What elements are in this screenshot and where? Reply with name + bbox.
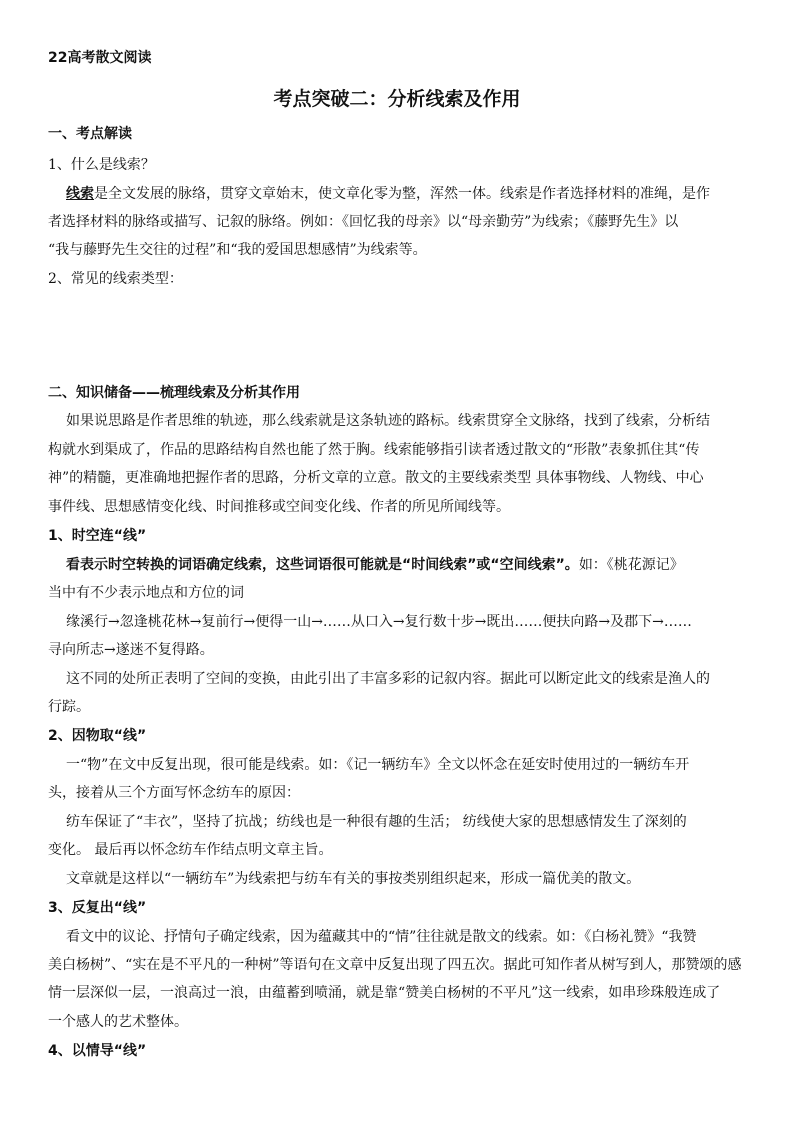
paragraph-line: 头，接着从三个方面写怀念纺车的原因： [48,785,300,801]
paragraph-line: 纺车保证了“丰衣”，坚持了抗战；纺线也是一种很有趣的生活； 纺线使大家的思想感情发生了深刻的 [66,814,687,830]
paragraph-line: 如果说思路是作者思维的轨迹，那么线索就是这条轨迹的路标。线索贯穿全文脉络，找到了线索，分析结 [66,413,710,429]
route-line: 缘溪行→忽逢桃花林→复前行→便得一山→……从口入→复行数十步→既出……便扶向路→及郡下→…… [66,614,692,630]
question-2: 2、常见的线索类型： [48,271,183,287]
sub-heading-1: 1、时空连“线” [48,528,147,544]
series-label: 22高考散文阅读 [48,50,152,66]
paragraph-line: 神”的精髓，更准确地把握作者的思路，分析文章的立意。散文的主要线索类型 具体事物线、人物线、中心 [48,470,704,486]
paragraph-line: 构就水到渠成了，作品的思路结构自然也能了然于胸。线索能够指引读者透过散文的“形散”表象抓住其“传 [48,442,700,458]
paragraph-text: 是全文发展的脉络，贯穿文章始末，使文章化零为整，浑然一体。线索是作者选择材料的准绳，是作 [94,186,710,202]
sub-heading-4: 4、以情导“线” [48,1043,147,1059]
paragraph-line: 当中有不少表示地点和方位的词 [48,585,244,601]
page-title: 考点突破二：分析线索及作用 [273,88,521,110]
paragraph-line: 这不同的处所正表明了空间的变换，由此引出了丰富多彩的记叙内容。据此可以断定此文的线索是渔人的 [66,671,710,687]
section-heading-1: 一、考点解读 [48,126,132,142]
paragraph-line: 美白杨树”、“实在是不平凡的一种树”等语句在文章中反复出现了四五次。据此可知作者从树写到人，那赞颂的感 [48,957,742,973]
sub-heading-2: 2、因物取“线” [48,728,147,744]
paragraph-line: 者选择材料的脉络或描写、记叙的脉络。例如：《回忆我的母亲》以“母亲勤劳”为线索；《藤野先生》以 [48,214,679,230]
paragraph-line: 看文中的议论、抒情句子确定线索，因为蕴藏其中的“情”往往就是散文的线索。如：《白杨礼赞》“我赞 [66,929,697,945]
paragraph-line: 事件线、思想感情变化线、时间推移或空间变化线、作者的所见所闻线等。 [48,499,510,515]
paragraph-line: 行踪。 [48,699,90,715]
paragraph-line: 变化。 最后再以怀念纺车作结点明文章主旨。 [48,842,333,858]
route-line: 寻向所志→遂迷不复得路。 [48,642,214,658]
term-clue: 线索 [66,186,94,202]
question-1: 1、什么是线索？ [48,157,155,173]
section-heading-2: 二、知识储备——梳理线索及分析其作用 [48,385,300,401]
paragraph-line: 一个感人的艺术整体。 [48,1014,188,1030]
paragraph-line: “我与藤野先生交往的过程”和“我的爱国思想感情”为线索等。 [48,242,427,258]
paragraph-line [66,184,746,204]
sub-heading-3: 3、反复出“线” [48,900,147,916]
paragraph-line: 情一层深似一层，一浪高过一浪，由蕴蓄到喷涌，就是靠“赞美白杨树的不平凡”这一线索，如串珍珠般连成了 [48,985,721,1001]
paragraph-line: 看表示时空转换的词语确定线索，这些词语很可能就是“时间线索”或“空间线索”。如：《桃花源记》 [66,557,684,573]
paragraph-line: 一“物”在文中反复出现，很可能是线索。如：《记一辆纺车》全文以怀念在延安时使用过的一辆纺车开 [66,757,690,773]
paragraph-line: 文章就是这样以“一辆纺车”为线索把与纺车有关的事按类别组织起来，形成一篇优美的散文。 [66,871,641,887]
